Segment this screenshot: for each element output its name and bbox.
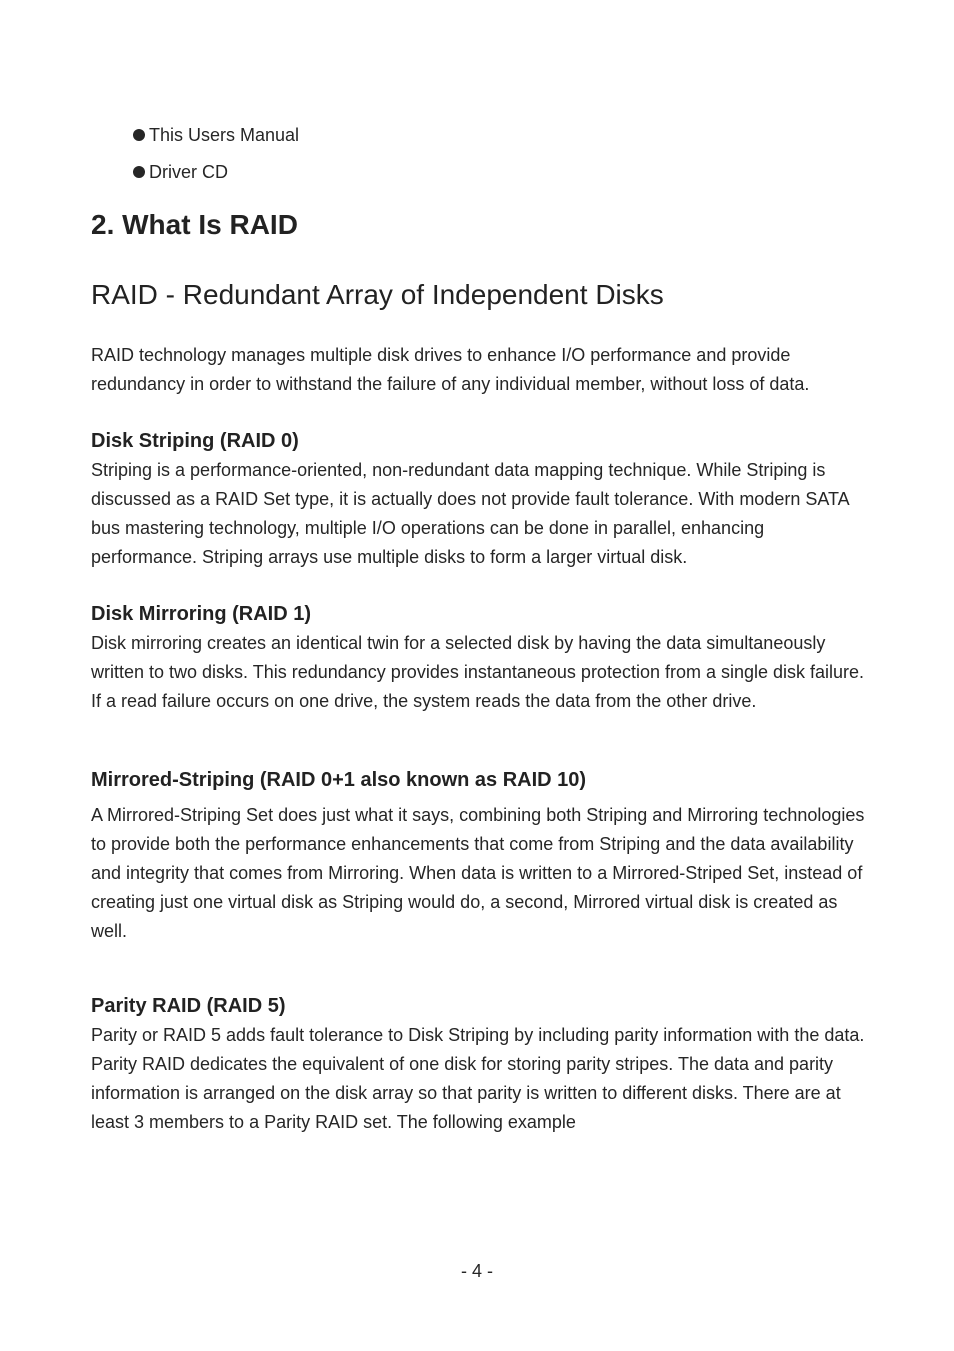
list-item <box>133 116 299 153</box>
raid1-title: Disk Mirroring (RAID 1) <box>91 603 312 625</box>
raid1-body: Disk mirroring creates an identical twin for a selected disk by having the data simultaneously written to two disks. This redundancy provides instantaneous protection from a single disk failure. If a read failure occurs on one drive, the system reads the data from the other drive. <box>91 633 865 711</box>
list-item-label: This Users Manual <box>149 124 300 145</box>
section-heading: 2. What Is RAID <box>91 209 298 240</box>
document-body <box>91 203 871 1137</box>
list-item <box>133 153 299 190</box>
raid1-section <box>91 599 871 716</box>
bullet-icon <box>133 129 145 141</box>
page-number: - 4 - <box>460 1261 493 1281</box>
package-contents-list <box>133 116 299 190</box>
list-item-label: Driver CD <box>149 161 228 182</box>
raid10-title: Mirrored-Striping (RAID 0+1 also known as RAID 10) <box>91 769 587 791</box>
bullet-icon <box>133 166 145 178</box>
raid5-section <box>91 991 871 1137</box>
raid10-body: A Mirrored-Striping Set does just what it says, combining both Striping and Mirroring technologies to provide both the performance enhancements that come from Striping and the data availability and integrity that comes from Mirroring. When data is written to a Mirrored-Striped Set, instead of creating just one virtual disk as Striping would do, a second, Mirrored virtual disk is created as well. <box>91 805 865 941</box>
raid5-body: Parity or RAID 5 adds fault tolerance to Disk Striping by including parity information with the data. Parity RAID dedicates the equivalent of one disk for storing parity stripes. The data and parity information is arranged on the disk array so that parity is written to different disks. There are at least 3 members to a Parity RAID set. The following example <box>91 1025 865 1132</box>
raid5-title: Parity RAID (RAID 5) <box>91 995 286 1017</box>
raid0-section <box>91 426 871 572</box>
raid0-title: Disk Striping (RAID 0) <box>91 430 299 452</box>
intro-paragraph: RAID technology manages multiple disk drives to enhance I/O performance and provide redundancy in order to withstand the failure of any individual member, without loss of data. <box>91 345 810 394</box>
raid10-section <box>91 765 871 946</box>
raid0-body: Striping is a performance-oriented, non-redundant data mapping technique. While Striping is discussed as a RAID Set type, it is actually does not provide fault tolerance. With modern SATA bus mastering technology, multiple I/O operations can be done in parallel, enhancing performance. Striping arrays use multiple disks to form a larger virtual disk. <box>91 460 849 567</box>
section-subheading: RAID - Redundant Array of Independent Disks <box>91 279 664 310</box>
